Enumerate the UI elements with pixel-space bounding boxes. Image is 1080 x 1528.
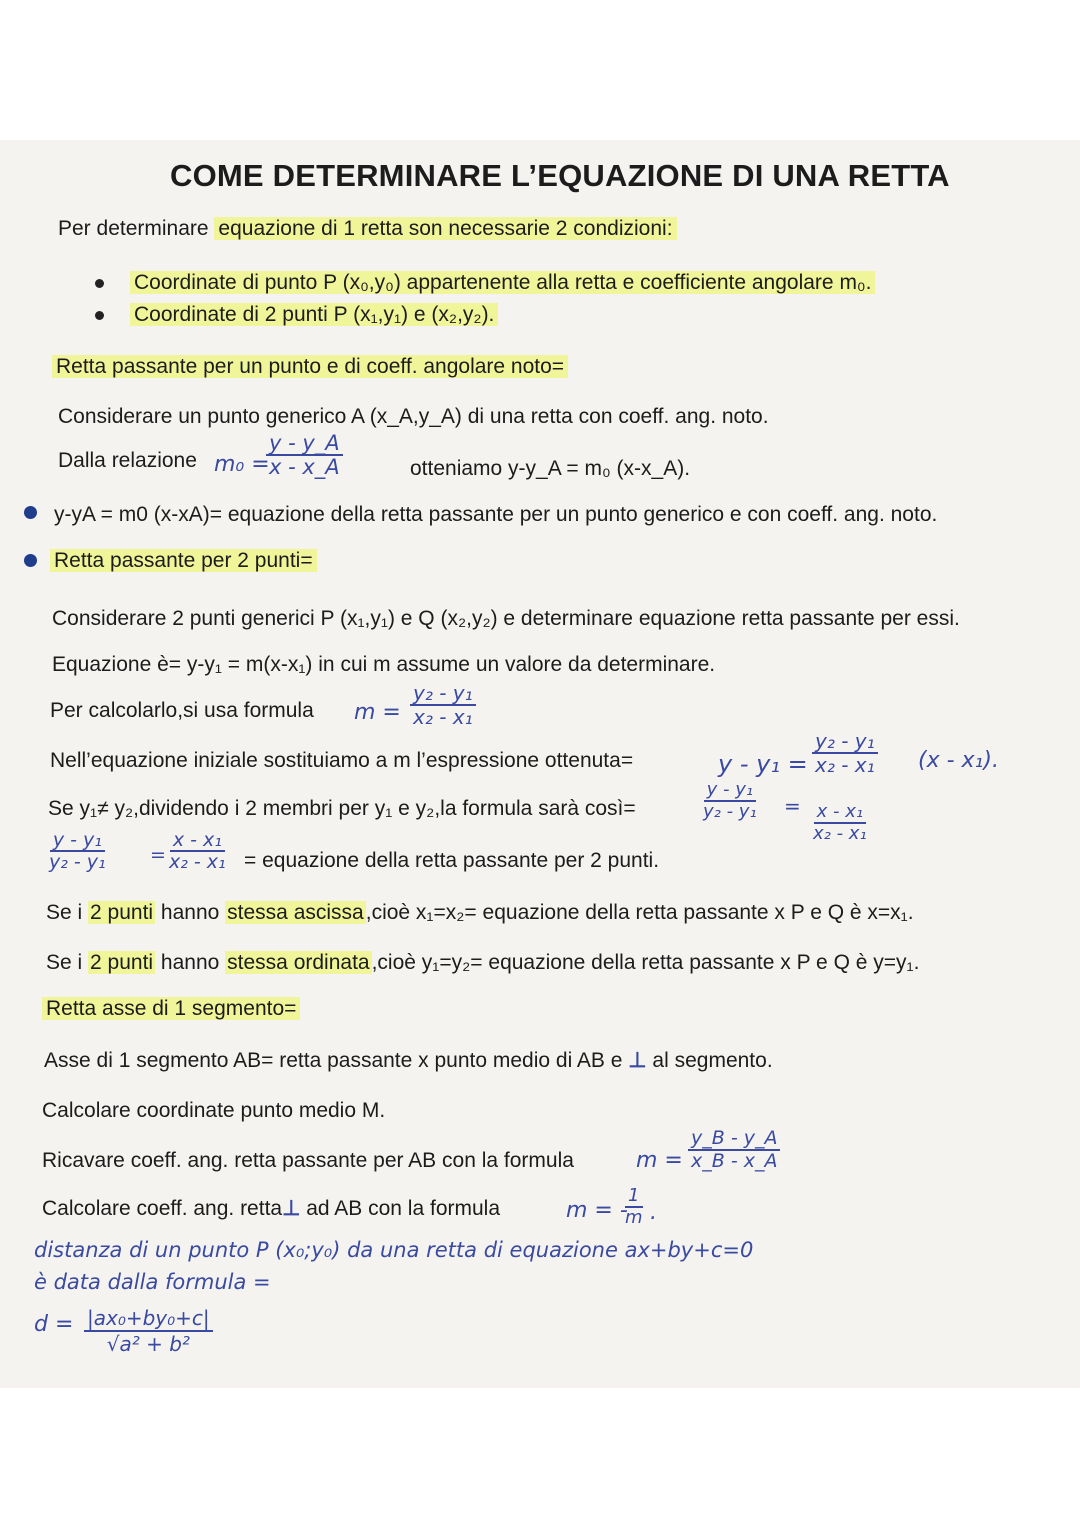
page-title: COME DETERMINARE L’EQUAZIONE DI UNA RETTA (170, 158, 950, 193)
fraction-denominator: x - x_A (269, 455, 340, 479)
text-line: y-yA = m0 (x-xA)= equazione della retta passante per un punto generico e con coeff. ang. noto. (54, 503, 938, 526)
fraction-numerator: y₂ - y₁ (812, 730, 878, 754)
text-line: otteniamo y-y_A = m₀ (x-x_A). (410, 457, 691, 480)
section-heading-text: Retta passante per 2 punti= (50, 549, 317, 572)
text-fragment: hanno (155, 951, 226, 974)
margin-dot (24, 554, 37, 567)
fraction-denominator: x₂ - x₁ (815, 753, 875, 777)
text-fragment: hanno (155, 901, 226, 924)
text-line: Per calcolarlo,si usa formula (50, 699, 314, 722)
text-line: Se y₁≠ y₂,dividendo i 2 membri per y₁ e y₂,la formula sarà così= (48, 797, 636, 820)
margin-dot (24, 506, 37, 519)
bullet-text: Coordinate di 2 punti P (x₁,y₁) e (x₂,y₂). (130, 303, 498, 326)
fraction-numerator: 1 (625, 1186, 642, 1208)
text-line (42, 1196, 500, 1222)
fraction-denominator: y₂ - y₁ (703, 801, 757, 822)
section-heading-text: Retta passante per un punto e di coeff. angolare noto= (52, 355, 568, 378)
equals-sign: = (784, 794, 801, 818)
fraction-numerator: y_B - y_A (688, 1128, 780, 1151)
text-line: Considerare 2 punti generici P (x₁,y₁) e Q (x₂,y₂) e determinare equazione retta passante per essi. (52, 607, 960, 630)
fraction-denominator: x_B - x_A (691, 1150, 778, 1172)
fraction-slope (266, 432, 343, 478)
fraction-numerator: y - y₁ (50, 830, 105, 852)
text-fragment: al segmento. (646, 1049, 773, 1072)
text-line: Equazione è= y-y₁ = m(x-x₁) in cui m assume un valore da determinare. (52, 653, 716, 676)
text-fragment: Se i (46, 951, 89, 974)
fraction-slope-2pts (410, 682, 476, 728)
text-highlight: stessa ordinata (227, 951, 370, 974)
fraction-ratio-y-left (46, 830, 109, 872)
fraction-numerator: x - x₁ (170, 830, 225, 852)
text-highlight: 2 punti (90, 901, 154, 924)
text-line (46, 950, 919, 976)
fraction-denominator: x₂ - x₁ (413, 705, 473, 729)
fraction-numerator: x - x₁ (814, 802, 866, 824)
fraction-numerator: |ax₀+by₀+c| (84, 1306, 213, 1332)
fraction-distance (84, 1306, 213, 1356)
text-line: Nell’equazione iniziale sostituiamo a m l’espressione ottenuta= (50, 749, 634, 772)
text-fragment: Se i (46, 901, 89, 924)
bullet-dot (95, 311, 104, 320)
text-highlight: 2 punti (90, 951, 154, 974)
intro-highlight: equazione di 1 retta son necessarie 2 condizioni: (214, 217, 676, 240)
bullet-item (130, 270, 875, 296)
handwritten-line: distanza di un punto P (x₀;y₀) da una retta di equazione ax+by+c=0 (34, 1238, 754, 1262)
section-heading-text: Retta asse di 1 segmento= (42, 997, 300, 1020)
text-fragment: Asse di 1 segmento AB= retta passante x punto medio di AB e (44, 1049, 629, 1072)
equals-sign: = (150, 844, 166, 866)
bullet-dot (95, 279, 104, 288)
formula-lhs: y - y₁ = (718, 750, 808, 778)
fraction-denominator: m (625, 1207, 643, 1228)
section-heading (42, 996, 300, 1022)
text-line: Considerare un punto generico A (x_A,y_A) di una retta con coeff. ang. noto. (58, 405, 769, 428)
text-line: Calcolare coordinate punto medio M. (42, 1099, 386, 1122)
perpendicular-symbol: ⊥ (628, 1049, 647, 1072)
text-fragment: Calcolare coeff. ang. retta (42, 1197, 283, 1220)
fraction-ratio-x-left (166, 830, 229, 872)
intro-line (58, 216, 677, 242)
formula-m: m = (354, 700, 401, 725)
fraction-denominator: x₂ - x₁ (169, 851, 226, 873)
fraction-denominator: √a² + b² (106, 1332, 190, 1356)
fraction-ratio-y (700, 780, 760, 822)
section-heading (52, 354, 568, 380)
intro-text: Per determinare (58, 217, 215, 240)
fraction-numerator: y₂ - y₁ (410, 682, 476, 706)
section-heading (50, 548, 317, 574)
period: . (650, 1200, 657, 1225)
notebook-page (0, 140, 1080, 1388)
text-fragment: ,cioè x₁=x₂= equazione della retta passante x P e Q è x=x₁. (365, 901, 914, 924)
fraction-numerator: y - y₁ (704, 780, 756, 802)
formula-m: m = (636, 1148, 683, 1173)
formula-m-perp: m = - (566, 1198, 628, 1223)
text-line: = equazione della retta passante per 2 punti. (244, 849, 660, 872)
handwritten-line: è data dalla formula = (34, 1270, 271, 1294)
fraction-slope-ab (688, 1128, 780, 1172)
text-line: Ricavare coeff. ang. retta passante per AB con la formula (42, 1149, 574, 1172)
text-line (44, 1048, 773, 1074)
distance-formula-label: d = (34, 1312, 74, 1337)
bullet-item (130, 302, 498, 328)
fraction-neg-reciprocal (622, 1186, 646, 1228)
fraction-denominator: x₂ - x₁ (813, 823, 867, 844)
text-line (46, 900, 914, 926)
perpendicular-symbol: ⊥ (282, 1197, 301, 1220)
formula-rhs: (x - x₁). (918, 748, 999, 773)
bullet-text: Coordinate di punto P (x₀,y₀) appartenente alla retta e coefficiente angolare m₀. (130, 271, 875, 294)
formula-m0: m₀ = (214, 452, 270, 477)
fraction-ratio-x (810, 802, 870, 844)
text-line: Dalla relazione (58, 449, 197, 472)
text-highlight: stessa ascissa (227, 901, 364, 924)
text-fragment: ad AB con la formula (300, 1197, 501, 1220)
fraction-numerator: y - y_A (266, 432, 343, 456)
fraction-substituted (812, 730, 878, 776)
fraction-denominator: y₂ - y₁ (49, 851, 106, 873)
text-fragment: ,cioè y₁=y₂= equazione della retta passante x P e Q è y=y₁. (371, 951, 920, 974)
